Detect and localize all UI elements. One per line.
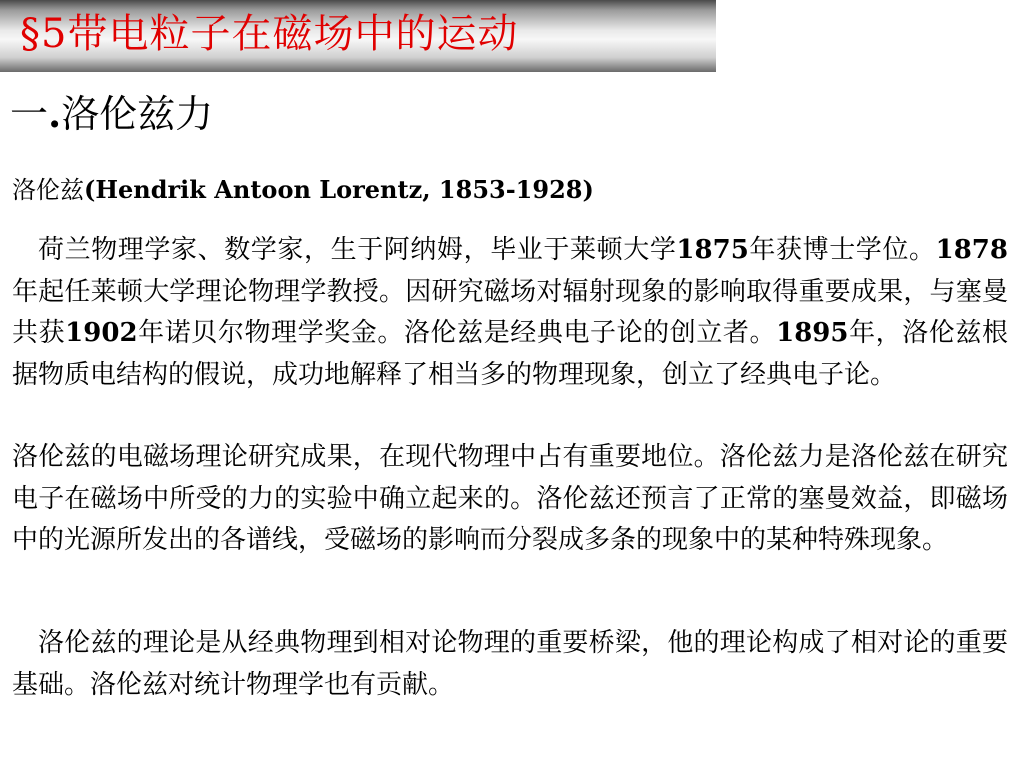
section-heading-dot: .	[48, 91, 62, 136]
bio-year-1895: 1895	[776, 318, 849, 348]
bio-text-2: 年获博士学位。	[748, 235, 936, 265]
theory-paragraph: 洛伦兹的电磁场理论研究成果，在现代物理中占有重要地位。洛伦兹力是洛伦兹在研究电子在磁场中所受的力的实验中确立起来的。洛伦兹还预言了正常的塞曼效益，即磁场中的光源所发出的各谱线，受磁场的影响而分裂成多条的现象中的某种特殊现象。	[12, 442, 1008, 555]
bio-text-5: 年，洛伦兹根据物质电结构的假说，成功地解释了相当多的物理现象，创立了经典电子论。	[12, 318, 1008, 390]
bio-year-1902: 1902	[65, 318, 138, 348]
bio-year-1878: 1878	[935, 235, 1008, 265]
relativity-paragraph: 洛伦兹的理论是从经典物理到相对论物理的重要桥梁，他的理论构成了相对论的重要基础。洛伦兹对统计物理学也有贡献。	[12, 628, 1008, 700]
section-heading-text: 洛伦兹力	[61, 92, 214, 136]
title-bar	[0, 0, 716, 72]
lorentz-name-en: (Hendrik Antoon Lorentz, 1853-1928)	[84, 175, 594, 204]
section-heading	[10, 90, 213, 138]
bio-text-3: 年起任莱顿大学理论物理学教授。因研究磁场对辐射现象的影响取得重要成果，与塞曼共获	[12, 276, 1008, 348]
slide-title: §5带电粒子在磁场中的运动	[20, 11, 519, 57]
biography-paragraph	[12, 230, 1008, 396]
section-heading-number: 一	[10, 92, 49, 136]
lorentz-name-zh: 洛伦兹	[12, 176, 84, 204]
bio-text-1: 荷兰物理学家、数学家，生于阿纳姆，毕业于莱顿大学	[38, 235, 677, 265]
bio-text-4: 年诺贝尔物理学奖金。洛伦兹是经典电子论的创立者。	[137, 318, 777, 348]
bio-year-1875: 1875	[676, 235, 749, 265]
lorentz-intro-line	[12, 169, 1008, 212]
